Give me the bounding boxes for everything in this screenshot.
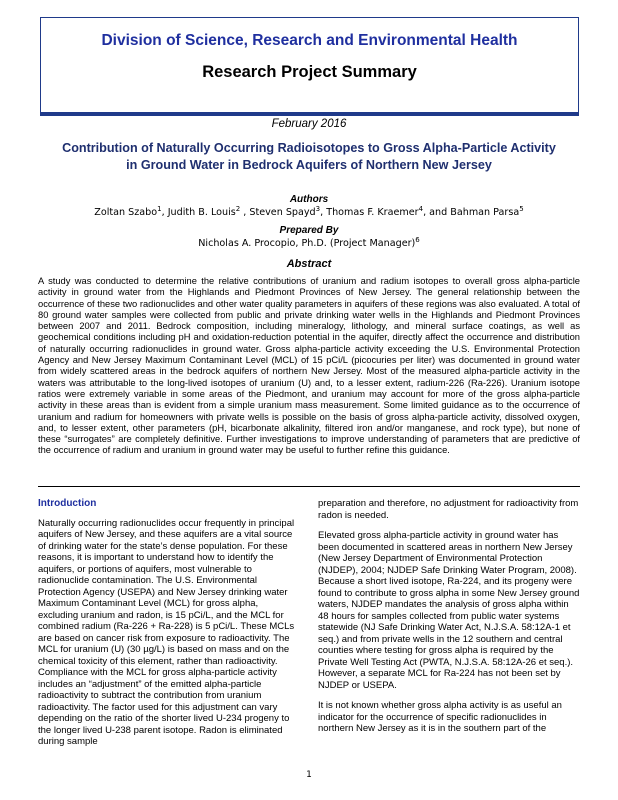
authors-heading: Authors — [289, 194, 329, 205]
abstract-heading: Abstract — [286, 258, 332, 270]
author-sup: 4 — [418, 204, 424, 213]
prepared-by — [0, 235, 618, 249]
division-name: Division of Science, Research and Environmental Health — [101, 32, 518, 49]
author-name: Thomas F. Kraemer — [326, 207, 419, 218]
author-name: Steven Spayd — [249, 207, 316, 218]
right-column — [318, 498, 580, 744]
author-sup: 2 — [235, 204, 241, 213]
author-sup: 5 — [519, 204, 524, 213]
prepared-by-sup: 6 — [415, 235, 420, 244]
intro-paragraph: It is not known whether gross alpha activity is as useful an indicator for the occurrence of specific radionuclides in northern New Jersey as it is in the southern part of the — [318, 700, 562, 734]
abstract-divider — [38, 486, 580, 487]
authors-list — [0, 204, 618, 218]
author-sep: , — [161, 207, 168, 218]
author-sep: , — [320, 207, 327, 218]
author-sep: , and — [423, 207, 451, 218]
intro-paragraph: Elevated gross alpha-particle activity in ground water has been documented in scattered areas in northern New Jersey (New Jersey Department of Environmental Protection (NJDEP), 2004; NJDEP Safe Drinking Water Program, 2008). Because a short lived isotope, Ra-224, and its progeny were found to contribute to gross alpha in some New Jersey ground waters, NJDEP mandates the analysis of gross alpha within 48 hours for samples collected from public water systems statewide (NJ Safe Drinking Water Act, N.J.S.A. 58:12A-1 et seq.) and from private wells in the 12 southern and central counties where testing for gross alpha is required by the Private Well Testing Act (PWTA, N.J.S.A. 58:12A-26 et seq.). However, a separate MCL for Ra-224 has not been set by NJDEP or USEPA. — [318, 530, 580, 691]
abstract-text: A study was conducted to determine the relative contributions of uranium and radium isotopes to overall gross alpha-particle activity in ground water from the Highlands and Piedmont Provinces of New Jersey. The general relationship between the occurrence of these two radionuclides and other water quality parameters in aquifers of these regions was also evaluated. A total of 80 ground water samples were collected from public and private drinking water wells in the Highlands and Piedmont Provinces between 2007 and 2011. Bedrock composition, including mineralogy, lithology, and mineral surface coatings, as well as geochemical conditions including pH and oxidation-reduction potential in the aquifer, directly affect the occurrence and distribution of naturally occurring radionuclides in ground water. Gross alpha-particle activity exceeding the U.S. Environmental Protection Agency and New Jersey Maximum Contaminant Level (MCL) of 15 pCi/L (picocuries per liter) was documented in ground water from widely scattered areas in the bedrock aquifers of northern New Jersey. Most of the measured alpha-particle activity in the waters was attributable to the long-lived isotopes of uranium (U) and, to a lesser extent, radium-226 (Ra-226). Uranium isotope ratios were extremely variable in some areas of the Piedmont, and uranium may account for more of the gross alpha-particle activity in these areas than is evident from a simple uranium mass measurement. Some limited guidance as to the occurrence of uranium and radium for homeowners with private wells is possible on the basis of gross alpha-particle activity, dissolved oxygen, and, to lesser extent, other parameters (pH, bicarbonate alkalinity, filtered iron and/or manganese, and rock type), but none of these “surrogates” are completely definitive. Further investigations to improve understanding of parameters that are predictive of the occurrence of radium and uranium in ground water may be useful to further refine this guidance. — [38, 276, 580, 456]
report-date: February 2016 — [271, 118, 347, 130]
author-sup: 1 — [157, 204, 162, 213]
prepared-by-heading: Prepared By — [279, 225, 339, 236]
page-number: 1 — [306, 770, 312, 780]
prepared-by-name: Nicholas A. Procopio, Ph.D. (Project Manager) — [198, 238, 416, 249]
report-type: Research Project Summary — [202, 63, 417, 81]
author-name: Zoltan Szabo — [94, 207, 158, 218]
header-box — [40, 17, 579, 116]
intro-paragraph: preparation and therefore, no adjustment for radioactivity from radon is needed. — [318, 498, 579, 521]
author-name: Bahman Parsa — [450, 207, 520, 218]
intro-paragraph: Naturally occurring radionuclides occur frequently in principal aquifers of New Jersey, and these aquifers are a vital source of drinking water for the state’s dense population. For these reasons, it is important to understand how to identify the aquifers, or portions of aquifers, most vulnerable to radionuclide contamination. The U.S. Environmental Protection Agency (USEPA) and New Jersey drinking water Maximum Contaminant Level (MCL) for gross alpha, excluding uranium and radon, is 15 pCi/L, and the MCL for combined radium (Ra-226 + Ra-228) is 5 pCi/L. These MCLs are based on cancer risk from exposure to radioactivity. The MCL for uranium (U) (30 µg/L) is based on mass and on the chemical toxicity of this element, rather than radioactivity. Compliance with the MCL for gross alpha-particle activity includes an “adjustment” of the emitted alpha-particle radioactivity to subtract the contribution from uranium radioactivity. The factor used for this adjustment can vary depending on the ratio of the shorter lived U-234 progeny to the longer lived U-238 parent isotope. Radon is eliminated during sample — [38, 517, 295, 747]
author-sup: 3 — [315, 204, 321, 213]
introduction-heading: Introduction — [38, 498, 97, 509]
header-rule — [40, 112, 579, 116]
left-column — [38, 498, 300, 757]
author-name: Judith B. Louis — [167, 207, 236, 218]
report-title: Contribution of Naturally Occurring Radioisotopes to Gross Alpha-Particle Activity in Ground Water in Bedrock Aquifers of Northern New Jersey — [62, 141, 556, 172]
author-sep: , — [240, 207, 250, 218]
